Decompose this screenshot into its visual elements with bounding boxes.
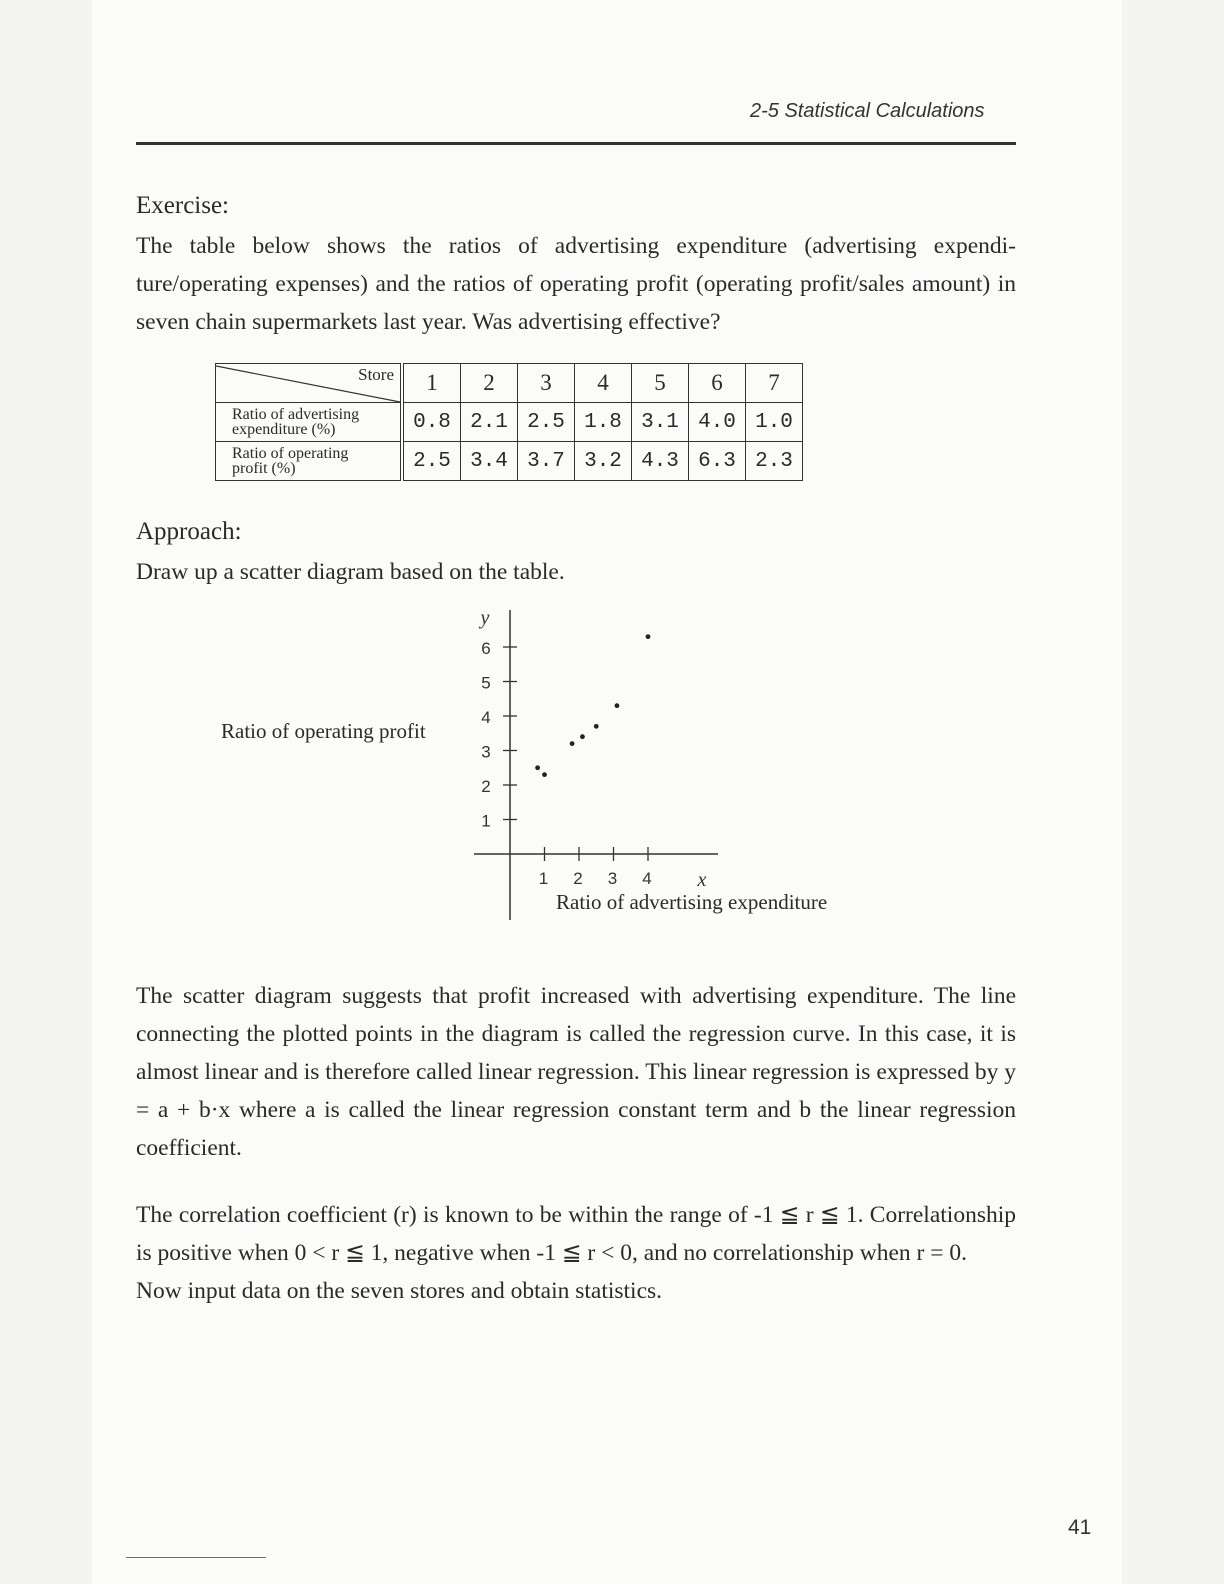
table-cell: 1.0 [746,403,803,442]
table-cell: 4.0 [689,403,746,442]
section-header-title: 2-5 Statistical Calculations [750,100,985,122]
table-cell: 4.3 [632,442,689,481]
instruction-text: Now input data on the seven stores and obtain statistics. [136,1278,663,1304]
table-cell: 3.1 [632,403,689,442]
y-tick-label: 6 [481,639,491,658]
row-label-line: profit (%) [232,460,296,477]
store-header-cell: 3 [518,364,575,403]
x-axis-title: Ratio of advertising expenditure [556,890,828,914]
table-cell: 0.8 [402,403,461,442]
scatter-point [570,741,575,746]
scatter-point [535,765,540,770]
page-number: 41 [1068,1516,1092,1539]
scatter-points [535,634,650,777]
body-paragraph-2 [136,1196,1016,1310]
store-header-cell: 6 [689,364,746,403]
corner-label: Store [358,365,394,384]
table-cell: 3.7 [518,442,575,481]
scatter-point [594,724,599,729]
exercise-paragraph: The table below shows the ratios of advertising expenditure (advertising expenditure/operating expenses) and the ratios of operating profit (operating profit/sales amount) in seven chain supermarkets last year. Was advertising effective? [136,233,1016,335]
x-tick-label: 3 [607,869,618,888]
y-tick-label: 1 [481,811,491,831]
x-tick-label: 2 [573,869,583,888]
table-cell: 2.1 [461,403,518,442]
table-cell: 1.8 [575,403,632,442]
table-cell: 6.3 [689,442,746,481]
exercise-heading: Exercise: [136,192,230,219]
table-cell: 3.2 [575,442,632,481]
store-header-cell: 1 [402,364,461,403]
approach-paragraph: Draw up a scatter diagram based on the table. [136,559,565,585]
regression-explanation: The scatter diagram suggests that profit increased with advertising expenditure. The line connecting the plotted points in the diagram is called the regression curve. In this case, it is almost linear and is therefore called linear regression. This linear regression is expressed by y = a + b·x where a is called the linear regression constant term and b the linear regression coefficient. [136,983,1016,1161]
y-tick-label: 3 [481,742,491,762]
footer-rule [126,1557,266,1558]
x-ticks [539,847,652,888]
scatter-point [542,772,547,777]
correlation-explanation: The correlation coefficient (r) is known to be within the range of -1 ≦ r ≦ 1. Correlationship is positive when 0 < r ≦ 1, negative when -1 ≦ r < 0, and no correlationship when r = 0. [136,1202,1016,1266]
row-label-line: expenditure (%) [232,421,336,438]
store-header-cell: 7 [746,364,803,403]
store-header-cell: 4 [575,364,632,403]
scatter-point [615,703,620,708]
table-cell: 2.5 [518,403,575,442]
scatter-point [580,734,585,739]
chart-axes [474,607,718,920]
x-tick-label: 1 [538,869,549,888]
table-cell: 3.4 [461,442,518,481]
approach-heading: Approach: [136,518,242,545]
row-label-line: Ratio of operating [232,445,349,462]
scatter-point [646,634,651,639]
x-tick-label: 4 [642,869,652,888]
table-cell: 2.5 [402,442,461,481]
y-tick-label: 5 [481,673,491,693]
y-tick-label: 4 [481,708,491,727]
store-header-cell: 5 [632,364,689,403]
row-label-line: Ratio of advertising [232,406,360,423]
store-header-cell: 2 [461,364,518,403]
y-tick-label: 2 [481,777,491,796]
y-axis-title: Ratio of operating profit [221,719,426,743]
body-paragraph-1 [136,977,1016,1167]
x-axis-symbol: x [697,869,707,891]
y-axis-symbol: y [480,607,490,629]
table-cell: 2.3 [746,442,803,481]
y-ticks [481,639,517,831]
